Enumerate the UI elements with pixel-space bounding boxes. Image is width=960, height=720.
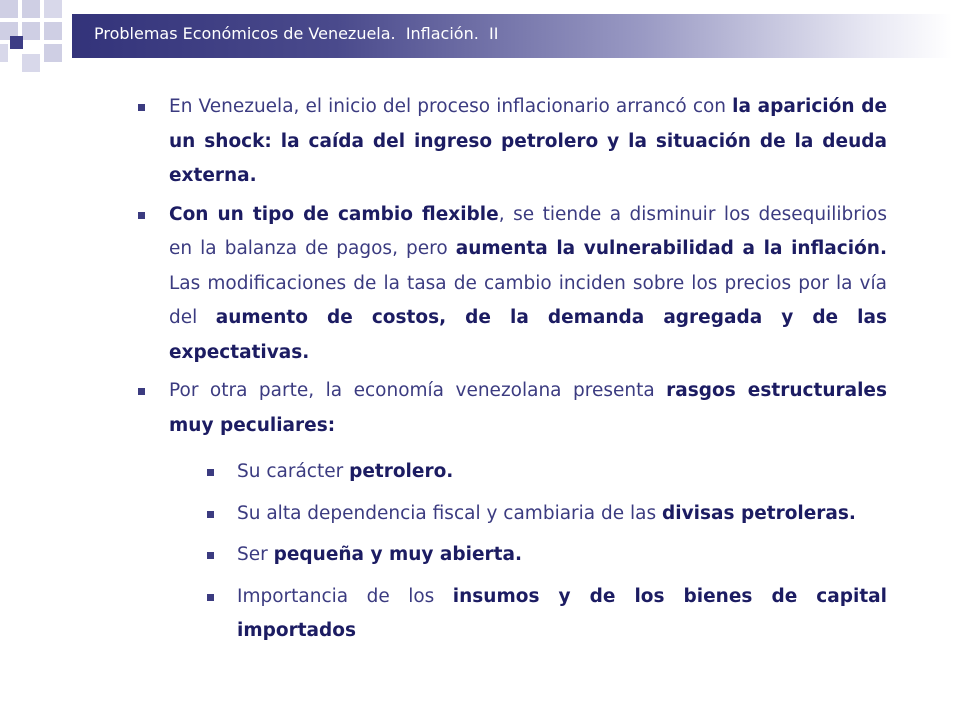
decor-square [22, 22, 40, 40]
sub-bullet-item: Ser pequeña y muy abierta. [201, 538, 887, 573]
square-bullet-icon [138, 388, 145, 395]
square-bullet-icon [138, 104, 145, 111]
bullet-item: Con un tipo de cambio flexible, se tiende a disminuir los desequilibrios en la balanza de pagos, pero aumenta la vulnerabilidad a la inflación. Las modificaciones de la tasa de cambio inciden sobre los precios por la vía del aumento de costos, de la demanda agregada y de las expectativas. [130, 198, 887, 371]
square-bullet-icon [207, 511, 214, 518]
slide-title: Problemas Económicos de Venezuela. Inflación. II [94, 24, 499, 43]
decor-square [22, 0, 40, 18]
sub-bullet-item: Importancia de los insumos y de los bienes de capital importados [201, 580, 887, 649]
square-bullet-icon [138, 212, 145, 219]
bullet-item: Por otra parte, la economía venezolana presenta rasgos estructurales muy peculiares: [130, 374, 887, 443]
decor-square [44, 22, 62, 40]
decor-square [10, 36, 23, 49]
decor-square [44, 44, 62, 62]
sub-bullet-item: Su alta dependencia fiscal y cambiaria de las divisas petroleras. [201, 497, 887, 532]
square-bullet-icon [207, 552, 214, 559]
square-bullet-icon [207, 594, 214, 601]
bullet-item: En Venezuela, el inicio del proceso inflacionario arrancó con la aparición de un shock: la caída del ingreso petrolero y la situación de la deuda externa. [130, 90, 887, 194]
decor-square [44, 0, 62, 18]
square-bullet-icon [207, 469, 214, 476]
decor-square [22, 54, 40, 72]
sub-bullet-item: Su carácter petrolero. [201, 455, 887, 490]
sub-bullet-list [130, 455, 887, 649]
decor-square [0, 0, 18, 18]
slide-content [130, 90, 887, 656]
decor-square [0, 44, 8, 62]
